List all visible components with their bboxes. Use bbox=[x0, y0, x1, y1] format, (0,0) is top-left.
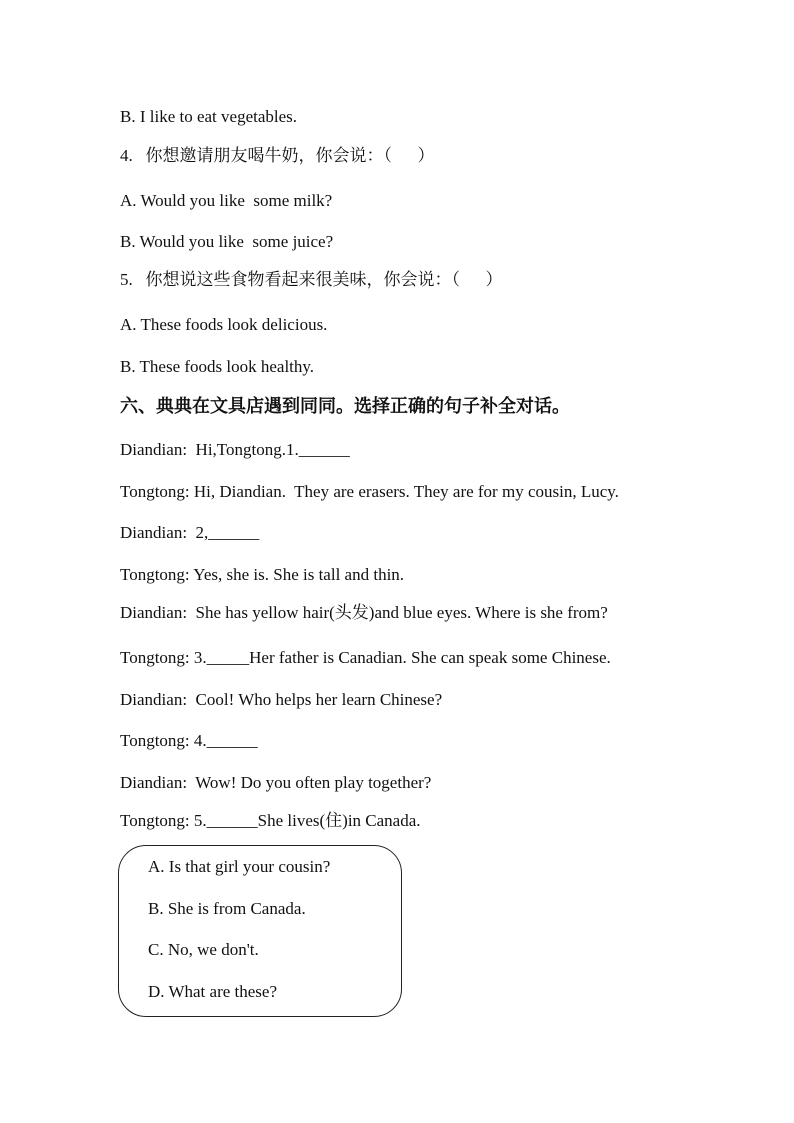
dialogue-line: Diandian: 2,______ bbox=[120, 523, 260, 542]
question-5: 5. 你想说这些食物看起来很美味，你会说：（ ） bbox=[120, 270, 503, 289]
option-a-delicious: A. These foods look delicious. bbox=[120, 315, 328, 334]
answer-option-c: C. No, we don't. bbox=[148, 940, 259, 959]
answer-option-b: B. She is from Canada. bbox=[148, 899, 306, 918]
answer-option-a: A. Is that girl your cousin? bbox=[148, 857, 331, 876]
option-b-healthy: B. These foods look healthy. bbox=[120, 357, 315, 376]
dialogue-line: Tongtong: Yes, she is. She is tall and thin. bbox=[120, 565, 405, 584]
question-4: 4. 你想邀请朋友喝牛奶，你会说：（ ） bbox=[120, 146, 435, 165]
dialogue-line: Diandian: Hi,Tongtong.1.______ bbox=[120, 440, 350, 459]
section-6-heading: 六、典典在文具店遇到同同。选择正确的句子补全对话。 bbox=[120, 396, 570, 416]
dialogue-line: Diandian: Cool! Who helps her learn Chinese? bbox=[120, 690, 443, 709]
dialogue-line: Diandian: Wow! Do you often play together? bbox=[120, 773, 432, 792]
dialogue-line: Tongtong: Hi, Diandian. They are erasers. They are for my cousin, Lucy. bbox=[120, 482, 619, 501]
answer-options-box bbox=[118, 845, 402, 1017]
dialogue-line: Tongtong: 3._____Her father is Canadian. She can speak some Chinese. bbox=[120, 648, 611, 667]
dialogue-line: Tongtong: 5.______She lives(住)in Canada. bbox=[120, 811, 421, 830]
answer-option-d: D. What are these? bbox=[148, 982, 278, 1001]
option-a-milk: A. Would you like some milk? bbox=[120, 191, 333, 210]
option-b-vegetables: B. I like to eat vegetables. bbox=[120, 107, 298, 126]
option-b-juice: B. Would you like some juice? bbox=[120, 232, 334, 251]
dialogue-line: Tongtong: 4.______ bbox=[120, 731, 258, 750]
dialogue-line: Diandian: She has yellow hair(头发)and blue eyes. Where is she from? bbox=[120, 603, 608, 622]
